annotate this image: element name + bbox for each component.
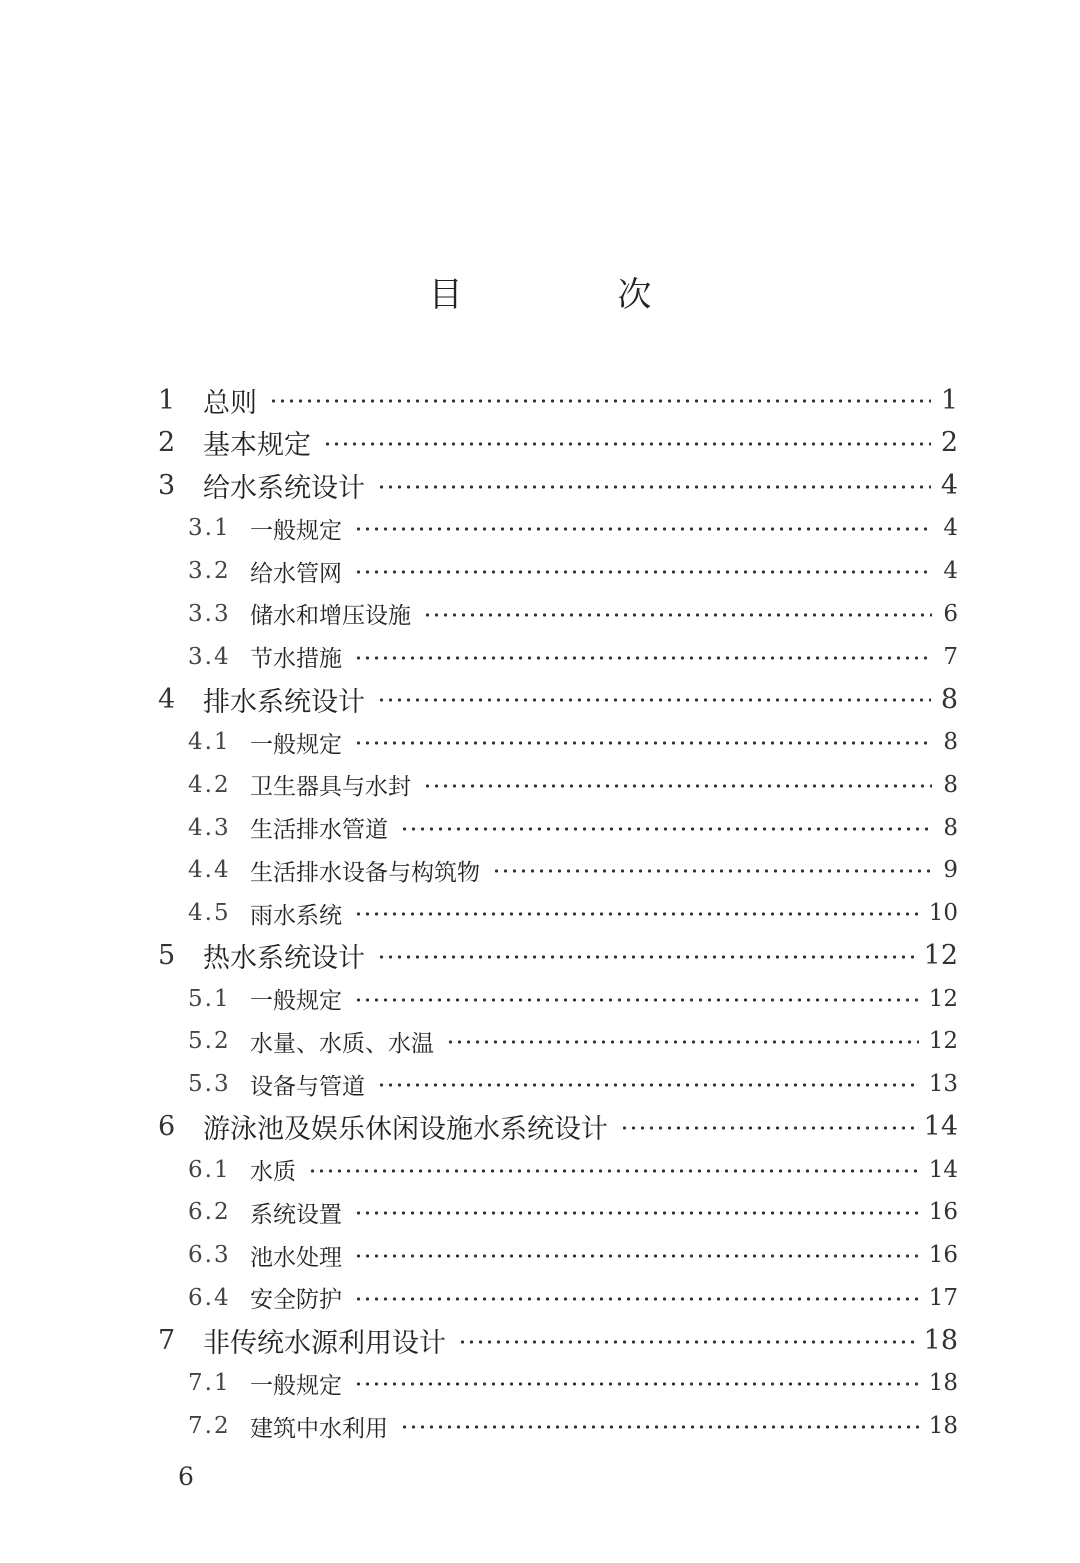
toc-entry-6-4 — [188, 1278, 958, 1318]
toc-entry-label: 给水管网 — [250, 560, 342, 587]
toc-dot-leader — [492, 869, 932, 873]
toc-dot-leader — [354, 998, 919, 1002]
toc-entry-page: 12 — [923, 940, 958, 972]
toc-entry-page: 14 — [923, 1111, 958, 1143]
toc-entry-2 — [158, 423, 958, 463]
toc-entry-4-1 — [188, 722, 958, 762]
toc-entry-number: 6.3 — [188, 1242, 231, 1268]
toc-entry-page: 2 — [940, 427, 958, 459]
toc-entry-5-3 — [188, 1064, 958, 1104]
toc-dot-leader — [458, 1340, 914, 1344]
toc-entry-number: 4.1 — [188, 729, 231, 755]
toc-entry-label: 建筑中水利用 — [250, 1415, 388, 1442]
toc-entry-label: 给水系统设计 — [203, 473, 365, 504]
toc-dot-leader — [354, 570, 932, 574]
toc-entry-6 — [158, 1107, 958, 1147]
toc-entry-1 — [158, 380, 958, 420]
toc-entry-page: 4 — [943, 558, 958, 584]
toc-dot-leader — [446, 1040, 919, 1044]
toc-entry-number: 5.1 — [188, 985, 231, 1012]
toc-entry-number: 5 — [158, 940, 176, 972]
toc-entry-number: 6.4 — [188, 1284, 231, 1311]
page-title: 目 次 — [428, 275, 724, 315]
toc-dot-leader — [377, 485, 931, 489]
toc-dot-leader — [377, 955, 914, 959]
toc-entry-label: 池水处理 — [250, 1244, 342, 1271]
toc-entry-5-1 — [188, 979, 958, 1019]
toc-entry-label: 水质 — [250, 1159, 296, 1185]
toc-entry-5-2 — [188, 1021, 958, 1061]
toc-dot-leader — [354, 527, 932, 531]
toc-entry-5 — [158, 936, 958, 976]
toc-entry-page: 18 — [923, 1325, 958, 1356]
toc-entry-label: 一般规定 — [250, 731, 342, 758]
toc-entry-page: 9 — [943, 857, 958, 884]
toc-entry-page: 12 — [928, 985, 958, 1012]
toc-entry-label: 一般规定 — [250, 1372, 342, 1399]
toc-entry-6-1 — [188, 1150, 958, 1190]
toc-entry-page: 13 — [928, 1071, 958, 1097]
toc-entry-label: 热水系统设计 — [203, 943, 365, 975]
toc-entry-label: 非传统水源利用设计 — [203, 1328, 446, 1359]
toc-entry-label: 游泳池及娱乐休闲设施水系统设计 — [203, 1114, 608, 1146]
toc-entry-label: 系统设置 — [250, 1201, 342, 1228]
toc-dot-leader — [354, 1211, 919, 1215]
toc-entry-number: 1 — [158, 384, 176, 416]
toc-entry-page: 4 — [940, 470, 958, 501]
toc-entry-3-1 — [188, 508, 958, 548]
toc-entry-page: 16 — [928, 1242, 958, 1268]
toc-dot-leader — [354, 656, 932, 660]
toc-dot-leader — [354, 741, 932, 745]
toc-entry-page: 1 — [940, 384, 958, 416]
toc-entry-number: 4.3 — [188, 814, 231, 841]
toc-dot-leader — [354, 1382, 919, 1386]
toc-entry-page: 7 — [943, 643, 958, 670]
toc-entry-4-5 — [188, 893, 958, 933]
toc-entry-number: 3 — [158, 470, 176, 501]
toc-entry-page: 12 — [928, 1028, 958, 1055]
toc-entry-label: 生活排水设备与构筑物 — [250, 859, 480, 886]
toc-entry-number: 4.4 — [188, 857, 231, 884]
toc-entry-label: 基本规定 — [203, 430, 311, 462]
toc-entry-number: 3.1 — [188, 515, 231, 542]
toc-entry-number: 6.1 — [188, 1156, 231, 1183]
toc-entry-label: 一般规定 — [250, 988, 342, 1014]
toc-entry-page: 8 — [940, 683, 958, 715]
toc-entry-page: 17 — [928, 1284, 958, 1311]
toc-entry-number: 7 — [158, 1325, 176, 1356]
toc-entry-page: 8 — [943, 729, 958, 755]
toc-entry-7-2 — [188, 1406, 958, 1446]
toc-entry-6-3 — [188, 1235, 958, 1275]
toc-entry-3 — [158, 466, 958, 506]
toc-entry-page: 16 — [928, 1199, 958, 1226]
toc-entry-3-3 — [188, 594, 958, 634]
toc-dot-leader — [354, 1254, 919, 1258]
toc-entry-3-2 — [188, 551, 958, 591]
toc-entry-7-1 — [188, 1363, 958, 1403]
page-number: 6 — [178, 1462, 194, 1491]
toc-entry-number: 7.1 — [188, 1370, 231, 1397]
toc-entry-label: 安全防护 — [250, 1287, 342, 1314]
toc-entry-number: 4 — [158, 683, 176, 715]
toc-entry-number: 5.2 — [188, 1028, 231, 1055]
toc-entry-label: 雨水系统 — [250, 902, 342, 929]
toc-entry-4-4 — [188, 850, 958, 890]
toc-dot-leader — [377, 698, 931, 702]
toc-entry-label: 水量、水质、水温 — [250, 1030, 434, 1057]
toc-entry-page: 6 — [943, 600, 958, 627]
toc-entry-7 — [158, 1321, 958, 1361]
toc-entry-number: 6 — [158, 1111, 176, 1143]
toc-entry-4-3 — [188, 808, 958, 848]
toc-entry-page: 18 — [928, 1370, 958, 1397]
toc-dot-leader — [620, 1126, 914, 1130]
toc-entry-number: 5.3 — [188, 1071, 231, 1097]
toc-entry-4-2 — [188, 765, 958, 805]
toc-entry-page: 14 — [928, 1156, 958, 1183]
toc-dot-leader — [269, 399, 931, 403]
toc-entry-number: 3.3 — [188, 600, 231, 627]
toc-dot-leader — [354, 1297, 919, 1301]
toc-entry-label: 设备与管道 — [250, 1073, 365, 1100]
toc-entry-label: 生活排水管道 — [250, 817, 388, 843]
toc-entry-label: 节水措施 — [250, 646, 342, 672]
toc-entry-number: 3.2 — [188, 558, 231, 584]
toc-entry-number: 4.5 — [188, 900, 231, 926]
toc-dot-leader — [377, 1083, 919, 1087]
toc-dot-leader — [400, 827, 932, 831]
toc-entry-number: 2 — [158, 427, 176, 459]
toc-dot-leader — [423, 613, 932, 617]
toc-entry-page: 10 — [928, 900, 958, 926]
toc-entry-number: 7.2 — [188, 1413, 231, 1439]
toc-entry-6-2 — [188, 1192, 958, 1232]
toc-entry-page: 8 — [943, 814, 958, 841]
toc-entry-label: 排水系统设计 — [203, 686, 365, 718]
toc-entry-number: 6.2 — [188, 1199, 231, 1226]
toc-entry-4 — [158, 679, 958, 719]
toc-dot-leader — [354, 912, 919, 916]
toc-entry-page: 4 — [943, 515, 958, 542]
toc-entry-3-4 — [188, 637, 958, 677]
toc-entry-label: 卫生器具与水封 — [250, 774, 411, 801]
toc-entry-number: 3.4 — [188, 643, 231, 670]
toc-entry-label: 一般规定 — [250, 517, 342, 544]
toc-entry-page: 18 — [928, 1413, 958, 1439]
toc-entry-number: 4.2 — [188, 771, 231, 798]
toc-entry-label: 储水和增压设施 — [250, 603, 411, 630]
toc-entry-page: 8 — [943, 771, 958, 798]
toc-dot-leader — [423, 784, 932, 788]
toc-entry-label: 总则 — [203, 387, 257, 419]
toc-dot-leader — [400, 1425, 919, 1429]
toc-dot-leader — [323, 442, 931, 446]
toc-dot-leader — [308, 1169, 919, 1173]
